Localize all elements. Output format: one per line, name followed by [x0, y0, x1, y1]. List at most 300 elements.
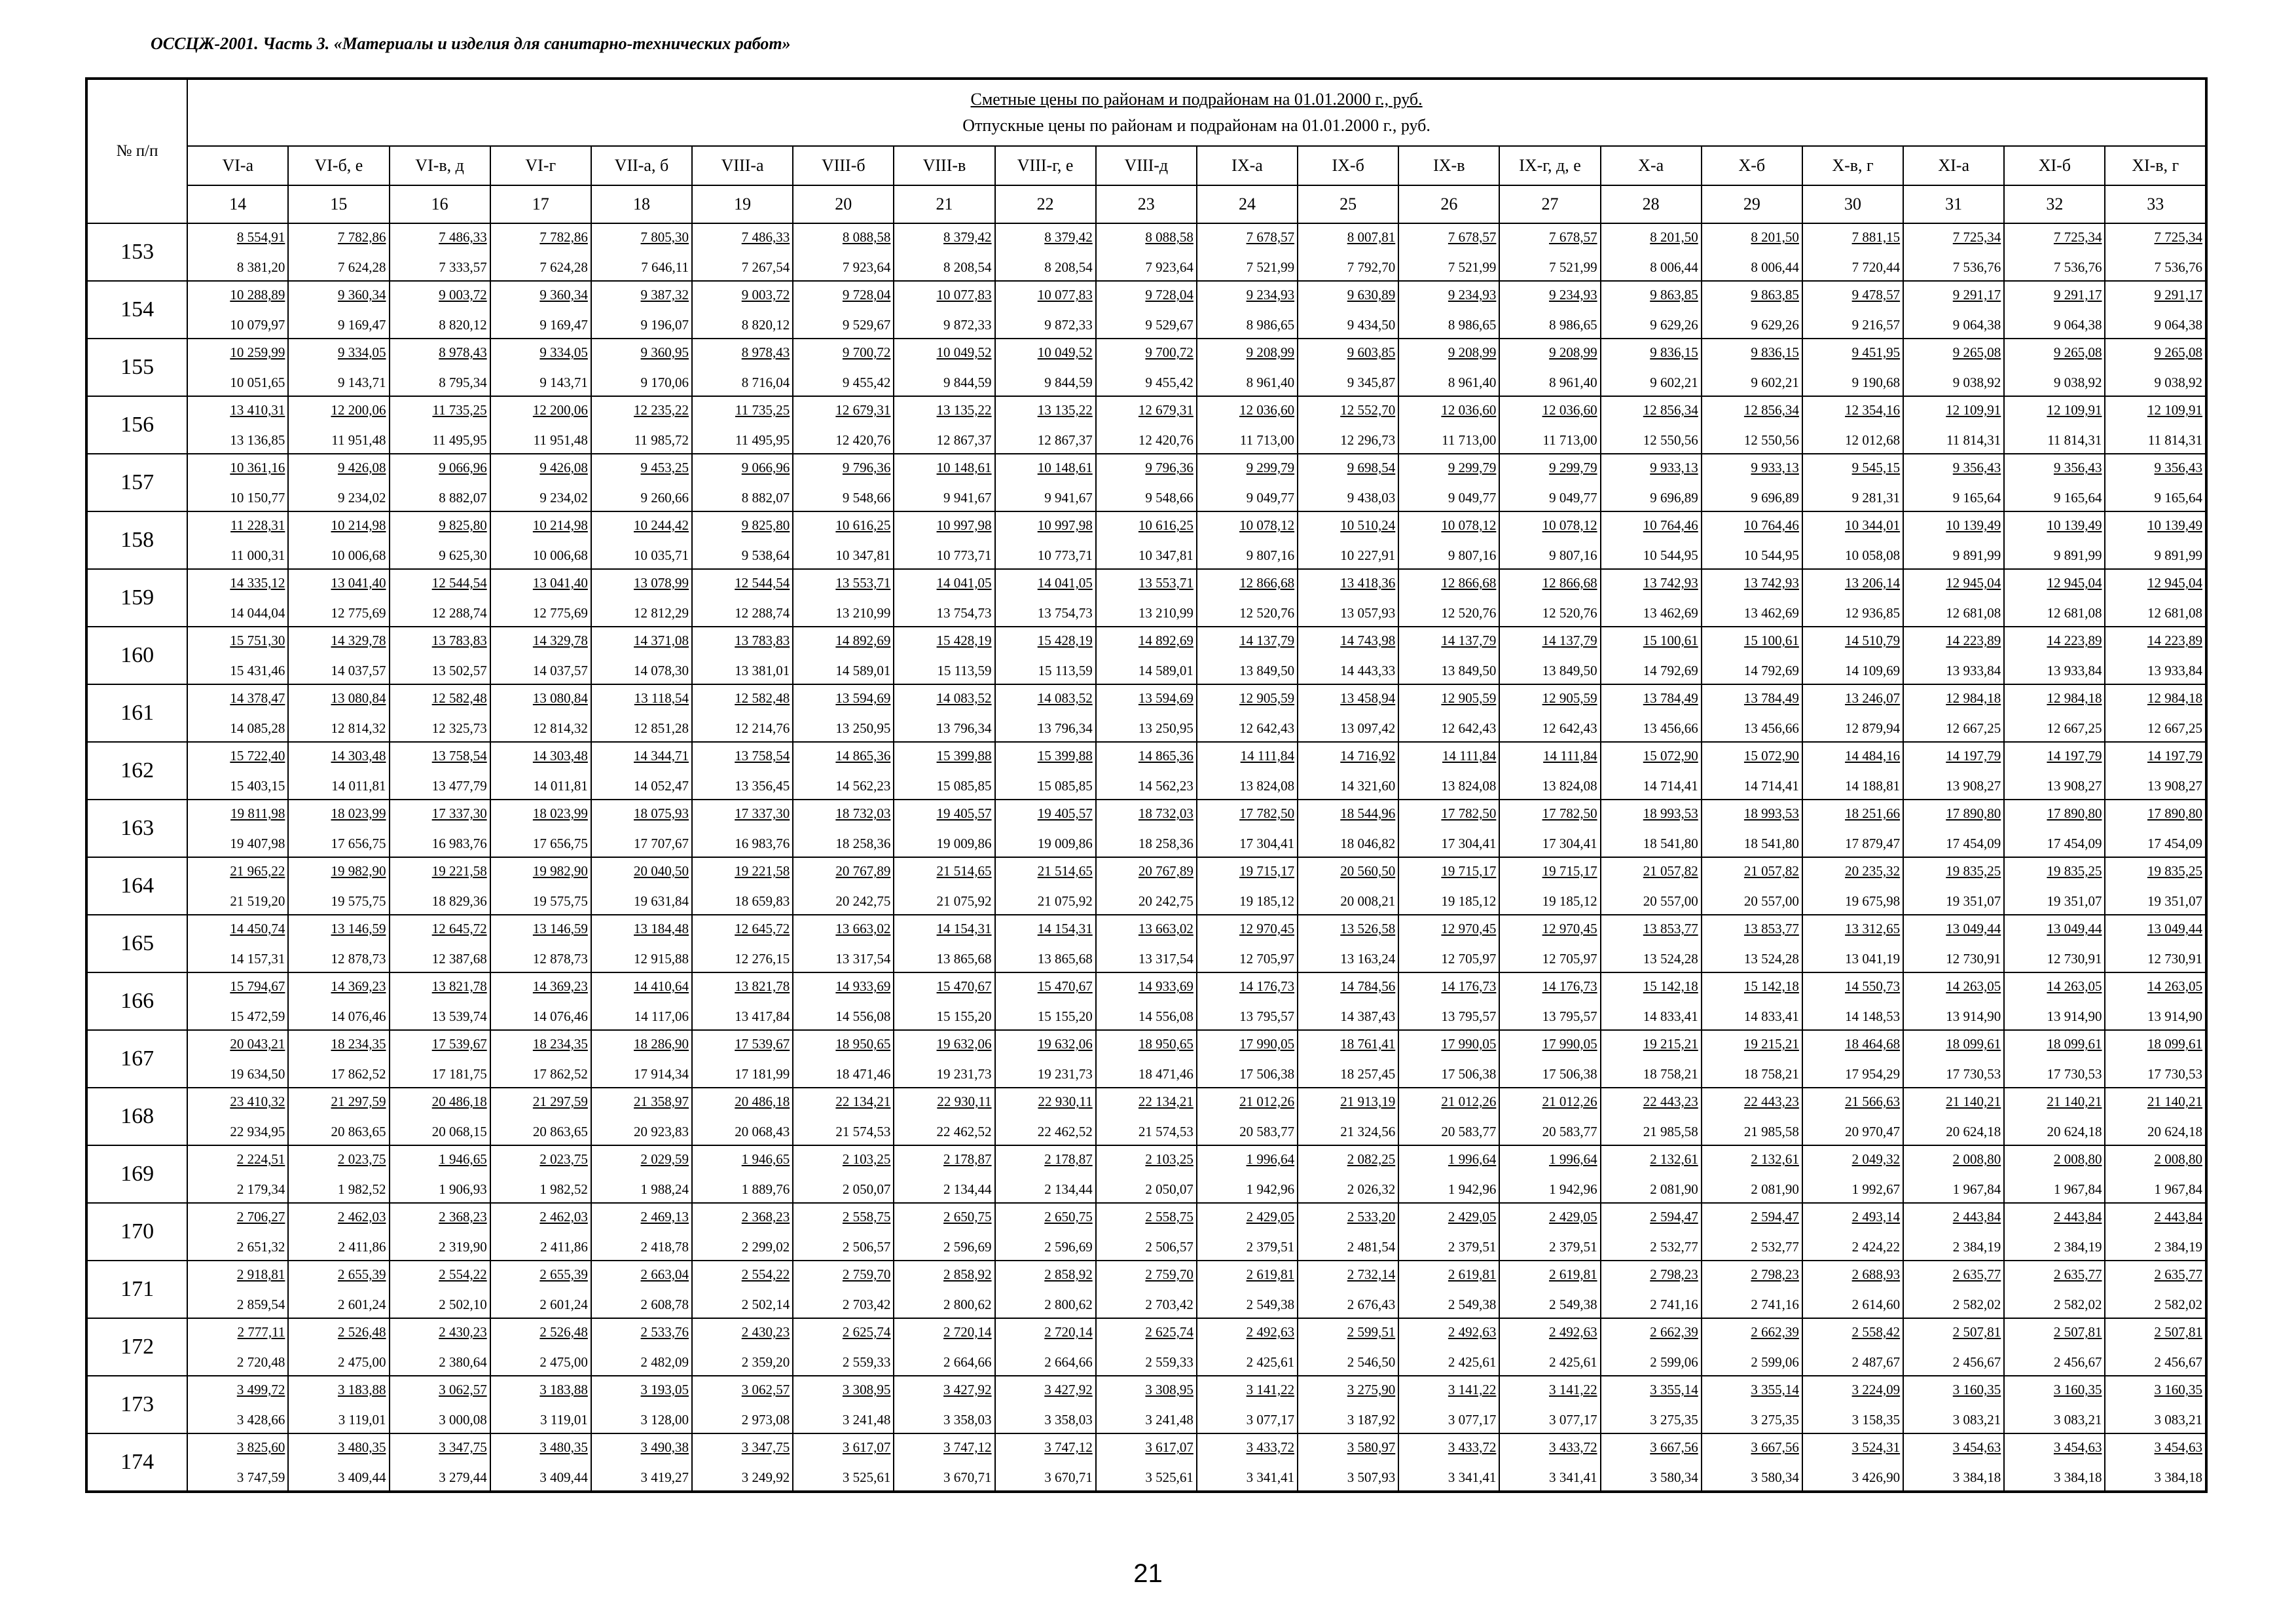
release-price: 13 795,57	[1239, 1008, 1295, 1024]
price-cell	[1398, 1261, 1499, 1318]
estimate-price: 2 663,04	[640, 1266, 689, 1282]
estimate-price: 12 984,18	[2147, 690, 2202, 706]
price-cell	[591, 800, 692, 857]
release-price: 3 409,44	[338, 1469, 386, 1485]
price-cell	[793, 1318, 894, 1376]
release-price: 14 044,04	[230, 605, 285, 621]
release-price: 19 575,75	[532, 893, 588, 909]
release-price: 12 814,32	[331, 720, 386, 736]
price-cell	[793, 742, 894, 800]
price-cell	[591, 569, 692, 627]
column-number: 25	[1298, 185, 1398, 223]
estimate-price: 3 454,63	[1952, 1439, 2001, 1455]
table-row	[86, 396, 2206, 454]
price-cell	[591, 1376, 692, 1433]
estimate-price: 2 558,75	[1145, 1209, 1194, 1225]
row-number: 158	[86, 511, 187, 569]
release-price: 9 941,67	[1044, 490, 1093, 506]
price-cell	[995, 742, 1096, 800]
estimate-price: 3 160,35	[1952, 1382, 2001, 1397]
price-cell	[793, 800, 894, 857]
price-cell	[1601, 742, 1702, 800]
price-cell	[894, 800, 994, 857]
estimate-price: 9 234,93	[1246, 287, 1295, 303]
release-price: 12 420,76	[1138, 432, 1194, 448]
district-column-header: VIII-д	[1096, 146, 1197, 185]
price-cell	[1298, 1261, 1398, 1318]
release-price: 2 549,38	[1448, 1297, 1497, 1312]
release-price: 15 085,85	[1037, 778, 1093, 794]
column-number: 33	[2105, 185, 2206, 223]
release-price: 9 891,99	[2154, 547, 2202, 563]
price-cell	[1197, 742, 1298, 800]
estimate-price: 13 821,78	[735, 978, 790, 994]
estimate-price: 14 137,79	[1441, 633, 1497, 648]
release-price: 9 345,87	[1347, 375, 1396, 390]
estimate-price: 2 655,39	[338, 1266, 386, 1282]
release-price: 2 532,77	[1751, 1239, 1799, 1255]
estimate-price: 2 662,39	[1751, 1324, 1799, 1340]
release-price: 12 775,69	[331, 605, 386, 621]
estimate-price: 2 655,39	[539, 1266, 588, 1282]
price-cell	[1499, 223, 1600, 281]
estimate-price: 3 580,97	[1347, 1439, 1396, 1455]
price-cell	[1499, 1088, 1600, 1145]
estimate-price: 20 040,50	[634, 863, 689, 879]
estimate-price: 10 077,83	[936, 287, 992, 303]
estimate-price: 2 918,81	[236, 1266, 285, 1282]
release-price: 20 008,21	[1340, 893, 1396, 909]
price-cell	[1398, 1433, 1499, 1492]
price-cell	[1903, 223, 2004, 281]
price-cell	[1802, 972, 1903, 1030]
price-cell	[390, 1433, 490, 1492]
price-cell	[2004, 281, 2105, 339]
price-cell	[2004, 1145, 2105, 1203]
release-price: 17 954,29	[1845, 1066, 1901, 1082]
release-price: 19 009,86	[936, 836, 992, 851]
price-cell	[1702, 627, 1802, 684]
release-price: 9 038,92	[1952, 375, 2001, 390]
estimate-price: 9 234,93	[1448, 287, 1497, 303]
column-number: 15	[288, 185, 389, 223]
estimate-price: 9 208,99	[1448, 344, 1497, 360]
estimate-price: 2 798,23	[1650, 1266, 1698, 1282]
release-price: 9 216,57	[1851, 317, 1901, 333]
table-row	[86, 1376, 2206, 1433]
release-price: 8 208,54	[1044, 259, 1093, 275]
estimate-price: 17 890,80	[1946, 805, 2001, 821]
release-price: 9 234,02	[539, 490, 588, 506]
estimate-price: 14 176,73	[1239, 978, 1295, 994]
estimate-price: 12 905,59	[1441, 690, 1497, 706]
release-price: 2 384,19	[1952, 1239, 2001, 1255]
price-cell	[1197, 1203, 1298, 1261]
estimate-price: 14 550,73	[1845, 978, 1901, 994]
estimate-price: 13 135,22	[1037, 402, 1093, 418]
estimate-price: 13 418,36	[1340, 575, 1396, 591]
price-cell	[1903, 1203, 2004, 1261]
estimate-price: 12 544,54	[735, 575, 790, 591]
price-cell	[1398, 1318, 1499, 1376]
release-price: 15 113,59	[1038, 663, 1093, 678]
release-price: 9 064,38	[1952, 317, 2001, 333]
estimate-price: 12 036,60	[1239, 402, 1295, 418]
estimate-price: 2 429,05	[1448, 1209, 1497, 1225]
estimate-price: 13 135,22	[936, 402, 992, 418]
release-price: 2 596,69	[1044, 1239, 1093, 1255]
price-cell	[1398, 742, 1499, 800]
column-number: 30	[1802, 185, 1903, 223]
estimate-price: 9 700,72	[842, 344, 891, 360]
release-price: 9 602,21	[1751, 375, 1799, 390]
estimate-price: 20 486,18	[431, 1094, 487, 1109]
price-cell	[2004, 396, 2105, 454]
price-cell	[793, 339, 894, 396]
release-price: 13 865,68	[936, 951, 992, 967]
price-cell	[288, 1030, 389, 1088]
release-price: 12 730,91	[1946, 951, 2001, 967]
estimate-price: 10 049,52	[1037, 344, 1093, 360]
price-cell	[1298, 915, 1398, 972]
estimate-price: 3 308,95	[1145, 1382, 1194, 1397]
release-price: 21 985,58	[1643, 1124, 1698, 1139]
document-header: ОССЦЖ-2001. Часть 3. «Материалы и изделия для санитарно-технических работ»	[151, 34, 791, 53]
row-number: 157	[86, 454, 187, 511]
release-price: 2 741,16	[1751, 1297, 1799, 1312]
release-price: 9 049,77	[1246, 490, 1295, 506]
price-cell	[187, 454, 288, 511]
price-cell	[288, 281, 389, 339]
estimate-price: 22 930,11	[937, 1094, 992, 1109]
estimate-price: 13 758,54	[735, 748, 790, 764]
release-price: 19 407,98	[230, 836, 285, 851]
estimate-price: 3 825,60	[236, 1439, 285, 1455]
estimate-price: 3 062,57	[439, 1382, 487, 1397]
estimate-price: 8 088,58	[1145, 229, 1194, 245]
price-cell	[390, 1030, 490, 1088]
estimate-price: 17 890,80	[2047, 805, 2102, 821]
estimate-price: 14 111,84	[1240, 748, 1295, 764]
district-column-header: XI-б	[2004, 146, 2105, 185]
release-price: 20 068,43	[735, 1124, 790, 1139]
estimate-price: 2 008,80	[2154, 1151, 2202, 1167]
estimate-price: 18 251,66	[1845, 805, 1901, 821]
price-cell	[591, 223, 692, 281]
estimate-price: 22 443,23	[1743, 1094, 1799, 1109]
release-price: 13 210,99	[1138, 605, 1194, 621]
release-price: 1 942,96	[1246, 1181, 1295, 1197]
estimate-price: 2 429,05	[1549, 1209, 1597, 1225]
price-cell	[692, 569, 793, 627]
release-price: 1 992,67	[1851, 1181, 1901, 1197]
estimate-price: 13 078,99	[634, 575, 689, 591]
price-cell	[1398, 684, 1499, 742]
release-price: 3 241,48	[1145, 1412, 1194, 1428]
release-price: 12 812,29	[634, 605, 689, 621]
price-cell	[995, 511, 1096, 569]
release-price: 13 136,85	[230, 432, 285, 448]
column-number: 32	[2004, 185, 2105, 223]
price-cell	[1398, 1088, 1499, 1145]
price-cell	[995, 1318, 1096, 1376]
estimate-price: 14 892,69	[835, 633, 891, 648]
estimate-price: 19 811,98	[230, 805, 285, 821]
table-row	[86, 223, 2206, 281]
release-price: 22 462,52	[936, 1124, 992, 1139]
release-price: 12 879,94	[1845, 720, 1901, 736]
release-price: 19 185,12	[1542, 893, 1597, 909]
estimate-price: 2 462,03	[338, 1209, 386, 1225]
estimate-price: 12 905,59	[1239, 690, 1295, 706]
price-cell	[390, 1145, 490, 1203]
price-cell	[1398, 1376, 1499, 1433]
release-price: 1 942,96	[1549, 1181, 1597, 1197]
price-cell	[1601, 454, 1702, 511]
release-price: 9 696,89	[1650, 490, 1698, 506]
release-price: 17 656,75	[532, 836, 588, 851]
estimate-price: 3 617,07	[842, 1439, 891, 1455]
price-cell	[2105, 972, 2206, 1030]
estimate-price: 15 072,90	[1743, 748, 1799, 764]
price-cell	[1499, 396, 1600, 454]
price-cell	[2105, 569, 2206, 627]
price-cell	[1601, 857, 1702, 915]
estimate-price: 2 368,23	[439, 1209, 487, 1225]
table-row	[86, 1261, 2206, 1318]
release-price: 3 384,18	[2154, 1469, 2202, 1485]
price-cell	[2105, 915, 2206, 972]
release-price: 3 747,59	[236, 1469, 285, 1485]
price-cell	[1802, 1318, 1903, 1376]
estimate-price: 7 486,33	[741, 229, 790, 245]
price-cell	[1702, 1318, 1802, 1376]
price-cell	[2105, 223, 2206, 281]
estimate-price: 8 379,42	[1044, 229, 1093, 245]
estimate-price: 9 360,34	[539, 287, 588, 303]
estimate-price: 3 524,31	[1851, 1439, 1901, 1455]
row-number: 166	[86, 972, 187, 1030]
price-cell	[692, 915, 793, 972]
price-cell	[692, 1145, 793, 1203]
release-price: 12 814,32	[532, 720, 588, 736]
estimate-price: 12 945,04	[2147, 575, 2202, 591]
estimate-price: 14 154,31	[1037, 921, 1093, 936]
price-cell	[1298, 454, 1398, 511]
estimate-price: 13 206,14	[1845, 575, 1901, 591]
price-cell	[1601, 223, 1702, 281]
release-price: 2 651,32	[236, 1239, 285, 1255]
estimate-price: 12 200,06	[331, 402, 386, 418]
price-cell	[1499, 1318, 1600, 1376]
estimate-price: 8 379,42	[943, 229, 992, 245]
release-price: 2 601,24	[539, 1297, 588, 1312]
release-price: 2 299,02	[741, 1239, 790, 1255]
row-number: 161	[86, 684, 187, 742]
estimate-price: 8 978,43	[439, 344, 487, 360]
row-number: 156	[86, 396, 187, 454]
price-cell	[1802, 915, 1903, 972]
price-cell	[1197, 1318, 1298, 1376]
price-cell	[1197, 972, 1298, 1030]
price-cell	[1197, 1030, 1298, 1088]
release-price: 8 961,40	[1448, 375, 1497, 390]
release-price: 17 656,75	[331, 836, 386, 851]
price-cell	[390, 742, 490, 800]
release-price: 3 077,17	[1549, 1412, 1597, 1428]
price-cell	[692, 800, 793, 857]
estimate-price: 13 049,44	[2147, 921, 2202, 936]
estimate-price: 9 933,13	[1650, 460, 1698, 475]
estimate-price: 3 141,22	[1549, 1382, 1597, 1397]
estimate-price: 2 625,74	[842, 1324, 891, 1340]
release-price: 13 210,99	[835, 605, 891, 621]
estimate-price: 14 484,16	[1845, 748, 1901, 764]
estimate-price: 9 234,93	[1549, 287, 1597, 303]
release-price: 20 863,65	[532, 1124, 588, 1139]
release-price: 9 872,33	[1044, 317, 1093, 333]
estimate-price: 7 782,86	[539, 229, 588, 245]
release-price: 2 741,16	[1650, 1297, 1698, 1312]
price-cell	[2004, 857, 2105, 915]
release-price: 22 934,95	[230, 1124, 285, 1139]
price-cell	[894, 1376, 994, 1433]
price-cell	[1096, 684, 1197, 742]
estimate-price: 2 430,23	[741, 1324, 790, 1340]
price-cell	[490, 454, 591, 511]
price-cell	[1499, 1145, 1600, 1203]
estimate-price: 9 451,95	[1851, 344, 1901, 360]
table-row	[86, 1145, 2206, 1203]
release-price: 9 696,89	[1751, 490, 1799, 506]
release-price: 9 629,26	[1650, 317, 1698, 333]
release-price: 17 454,09	[2147, 836, 2202, 851]
release-price: 9 038,92	[2053, 375, 2102, 390]
price-cell	[1702, 915, 1802, 972]
release-price: 20 583,77	[1542, 1124, 1597, 1139]
estimate-price: 10 214,98	[331, 517, 386, 533]
release-price: 9 872,33	[943, 317, 992, 333]
release-price: 21 574,53	[835, 1124, 891, 1139]
price-cell	[288, 1376, 389, 1433]
release-price: 20 068,15	[431, 1124, 487, 1139]
release-price: 20 583,77	[1441, 1124, 1497, 1139]
release-price: 3 341,41	[1246, 1469, 1295, 1485]
page-number: 21	[1133, 1559, 1163, 1588]
price-cell	[2105, 1318, 2206, 1376]
estimate-price: 13 080,84	[331, 690, 386, 706]
estimate-price: 12 856,34	[1743, 402, 1799, 418]
estimate-price: 7 725,34	[2154, 229, 2202, 245]
estimate-price: 7 782,86	[338, 229, 386, 245]
estimate-price: 14 197,79	[2147, 748, 2202, 764]
release-price: 10 544,95	[1743, 547, 1799, 563]
release-price: 13 462,69	[1743, 605, 1799, 621]
price-cell	[490, 511, 591, 569]
price-cell	[793, 396, 894, 454]
release-price: 2 134,44	[1044, 1181, 1093, 1197]
estimate-price: 3 480,35	[539, 1439, 588, 1455]
price-cell	[187, 223, 288, 281]
price-cell	[591, 1203, 692, 1261]
price-cell	[1499, 511, 1600, 569]
release-price: 2 475,00	[539, 1354, 588, 1370]
price-cell	[894, 1203, 994, 1261]
estimate-price: 13 312,65	[1845, 921, 1901, 936]
estimate-price: 9 265,08	[2154, 344, 2202, 360]
estimate-price: 3 454,63	[2154, 1439, 2202, 1455]
table-row	[86, 339, 2206, 396]
release-price: 19 351,07	[2047, 893, 2102, 909]
release-price: 3 119,01	[540, 1412, 588, 1428]
price-cell	[692, 454, 793, 511]
price-cell	[187, 339, 288, 396]
price-cell	[187, 742, 288, 800]
price-cell	[288, 396, 389, 454]
release-price: 17 730,53	[2047, 1066, 2102, 1082]
price-cell	[490, 396, 591, 454]
price-cell	[187, 281, 288, 339]
release-price: 13 933,84	[2047, 663, 2102, 678]
release-price: 13 914,90	[1946, 1008, 2001, 1024]
estimate-price: 14 743,98	[1340, 633, 1396, 648]
estimate-price: 13 553,71	[835, 575, 891, 591]
price-cell	[1298, 339, 1398, 396]
estimate-price: 3 667,56	[1650, 1439, 1698, 1455]
release-price: 12 325,73	[431, 720, 487, 736]
release-price: 14 792,69	[1743, 663, 1799, 678]
row-number: 170	[86, 1203, 187, 1261]
release-price: 1 942,96	[1448, 1181, 1497, 1197]
estimate-price: 13 742,93	[1643, 575, 1698, 591]
price-cell	[390, 569, 490, 627]
estimate-price: 15 399,88	[1037, 748, 1093, 764]
estimate-price: 10 139,49	[2047, 517, 2102, 533]
release-price: 19 231,73	[936, 1066, 992, 1082]
price-cell	[1499, 627, 1600, 684]
release-price: 14 078,30	[634, 663, 689, 678]
estimate-price: 19 632,06	[936, 1036, 992, 1052]
price-cell	[692, 1433, 793, 1492]
table-row	[86, 627, 2206, 684]
estimate-price: 10 616,25	[1138, 517, 1194, 533]
price-cell	[1702, 339, 1802, 396]
price-cell	[187, 800, 288, 857]
release-price: 18 471,46	[1138, 1066, 1194, 1082]
price-cell	[1096, 915, 1197, 972]
release-price: 7 536,76	[2053, 259, 2102, 275]
release-price: 14 833,41	[1743, 1008, 1799, 1024]
price-cell	[1096, 1261, 1197, 1318]
estimate-price: 2 132,61	[1751, 1151, 1799, 1167]
price-cell	[1096, 454, 1197, 511]
estimate-price: 10 288,89	[230, 287, 285, 303]
release-price: 13 754,73	[936, 605, 992, 621]
estimate-price: 13 853,77	[1743, 921, 1799, 936]
table-row	[86, 915, 2206, 972]
estimate-price: 15 470,67	[936, 978, 992, 994]
estimate-price: 3 433,72	[1246, 1439, 1295, 1455]
estimate-price: 2 492,63	[1246, 1324, 1295, 1340]
estimate-price: 13 784,49	[1743, 690, 1799, 706]
release-price: 9 438,03	[1347, 490, 1396, 506]
release-price: 2 179,34	[236, 1181, 285, 1197]
estimate-price: 2 443,84	[2154, 1209, 2202, 1225]
release-price: 2 664,66	[943, 1354, 992, 1370]
price-cell	[793, 1203, 894, 1261]
price-cell	[1903, 281, 2004, 339]
release-price: 2 425,61	[1246, 1354, 1295, 1370]
